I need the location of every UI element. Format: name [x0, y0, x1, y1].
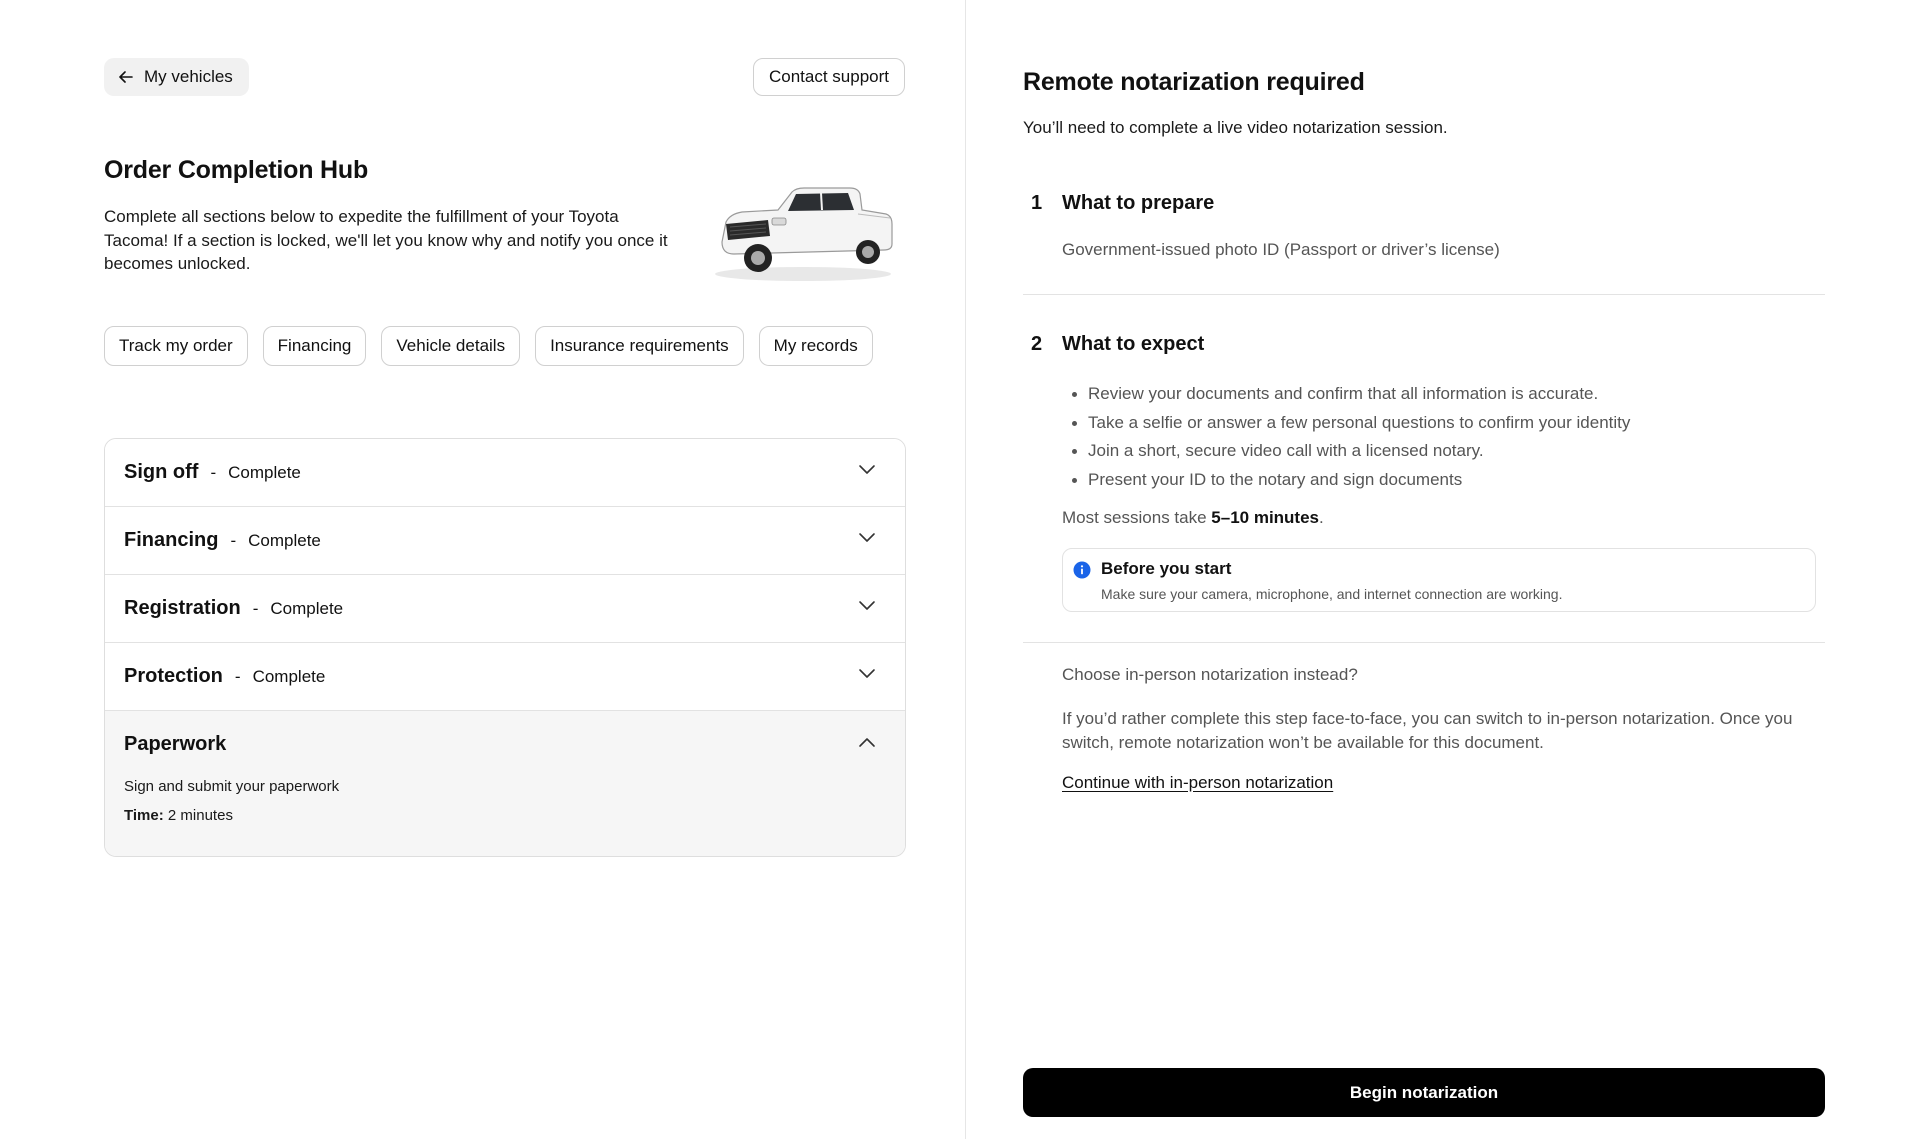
step-number: 2 — [1031, 333, 1043, 355]
notarization-subtitle: You’ll need to complete a live video notarization session. — [1023, 118, 1448, 137]
chip-vehicle-details[interactable]: Vehicle details — [381, 326, 520, 366]
begin-notarization-button[interactable]: Begin notarization — [1023, 1068, 1825, 1117]
accordion-separator: - — [210, 462, 217, 482]
page-title: Order Completion Hub — [104, 156, 369, 184]
paperwork-description: Sign and submit your paperwork — [124, 778, 340, 795]
before-you-start-callout — [1062, 548, 1816, 612]
accordion-item-title: Financing — [124, 529, 219, 551]
time-value: 2 minutes — [167, 807, 233, 824]
chip-financing[interactable]: Financing — [263, 326, 367, 366]
time-label: Time: — [124, 807, 164, 824]
vehicle-image — [708, 170, 898, 285]
accordion-item-status: Complete — [228, 462, 301, 482]
section-shortcuts — [104, 326, 904, 366]
prepare-item: Government-issued photo ID (Passport or driver’s license) — [1062, 240, 1500, 259]
chip-my-records[interactable]: My records — [759, 326, 873, 366]
chevron-down-icon[interactable] — [857, 595, 877, 615]
session-duration — [1062, 508, 1324, 528]
chevron-down-icon[interactable] — [857, 527, 877, 547]
my-vehicles-label: My vehicles — [144, 67, 233, 86]
accordion-item-status: Complete — [252, 666, 326, 686]
session-prefix: Most sessions take — [1062, 508, 1212, 527]
step-number: 1 — [1031, 192, 1043, 214]
accordion-item-title: Sign off — [124, 461, 199, 483]
alternative-question: Choose in-person notarization instead? — [1062, 665, 1358, 684]
divider — [1023, 294, 1825, 295]
session-suffix: . — [1319, 508, 1324, 527]
info-icon — [1073, 561, 1091, 579]
alternative-text: If you’d rather complete this step face-to-face, you can switch to in-person notarization. Once you switch, remote notarization won’t be available for this document. — [1062, 709, 1793, 752]
chevron-up-icon[interactable] — [857, 733, 877, 753]
accordion-item-title[interactable]: Paperwork — [124, 733, 227, 755]
sections-accordion — [104, 438, 906, 857]
list-item: Join a short, secure video call with a licensed notary. — [1062, 437, 1762, 466]
divider — [1023, 642, 1825, 643]
callout-text: Make sure your camera, microphone, and internet connection are working. — [1101, 586, 1563, 602]
accordion-separator: - — [234, 666, 241, 686]
chevron-down-icon[interactable] — [857, 663, 877, 683]
accordion-item-protection[interactable] — [105, 643, 905, 711]
step-title-prepare: What to prepare — [1062, 192, 1215, 214]
in-person-notarization-link[interactable]: Continue with in-person notarization — [1062, 773, 1334, 792]
accordion-item-sign-off[interactable] — [105, 439, 905, 507]
contact-support-button[interactable]: Contact support — [753, 58, 905, 96]
accordion-item-status: Complete — [270, 598, 344, 618]
accordion-item-paperwork — [105, 711, 905, 856]
my-vehicles-button[interactable] — [104, 58, 249, 96]
list-item: Review your documents and confirm that all information is accurate. — [1062, 380, 1762, 409]
chip-track-my-order[interactable]: Track my order — [104, 326, 248, 366]
hub-description: Complete all sections below to expedite the fulfillment of your Toyota Tacoma! If a section is locked, we'll let you know why and notify you once it becomes unlocked. — [104, 207, 668, 273]
accordion-separator: - — [230, 530, 237, 550]
session-value: 5–10 minutes — [1211, 508, 1320, 527]
accordion-item-title: Registration — [124, 597, 241, 619]
notarization-pane — [966, 0, 1920, 1139]
accordion-item-registration[interactable] — [105, 575, 905, 643]
chevron-down-icon[interactable] — [857, 459, 877, 479]
accordion-item-title: Protection — [124, 665, 223, 687]
expect-list — [1062, 380, 1762, 494]
step-title-expect: What to expect — [1062, 333, 1205, 355]
accordion-separator: - — [252, 598, 259, 618]
arrow-left-icon — [118, 69, 134, 85]
chip-insurance-requirements[interactable]: Insurance requirements — [535, 326, 744, 366]
notarization-title: Remote notarization required — [1023, 68, 1365, 96]
accordion-item-financing[interactable] — [105, 507, 905, 575]
list-item: Present your ID to the notary and sign documents — [1062, 466, 1762, 495]
callout-title: Before you start — [1101, 559, 1232, 578]
paperwork-time — [124, 807, 886, 824]
list-item: Take a selfie or answer a few personal questions to confirm your identity — [1062, 409, 1762, 438]
accordion-item-status: Complete — [248, 530, 321, 550]
